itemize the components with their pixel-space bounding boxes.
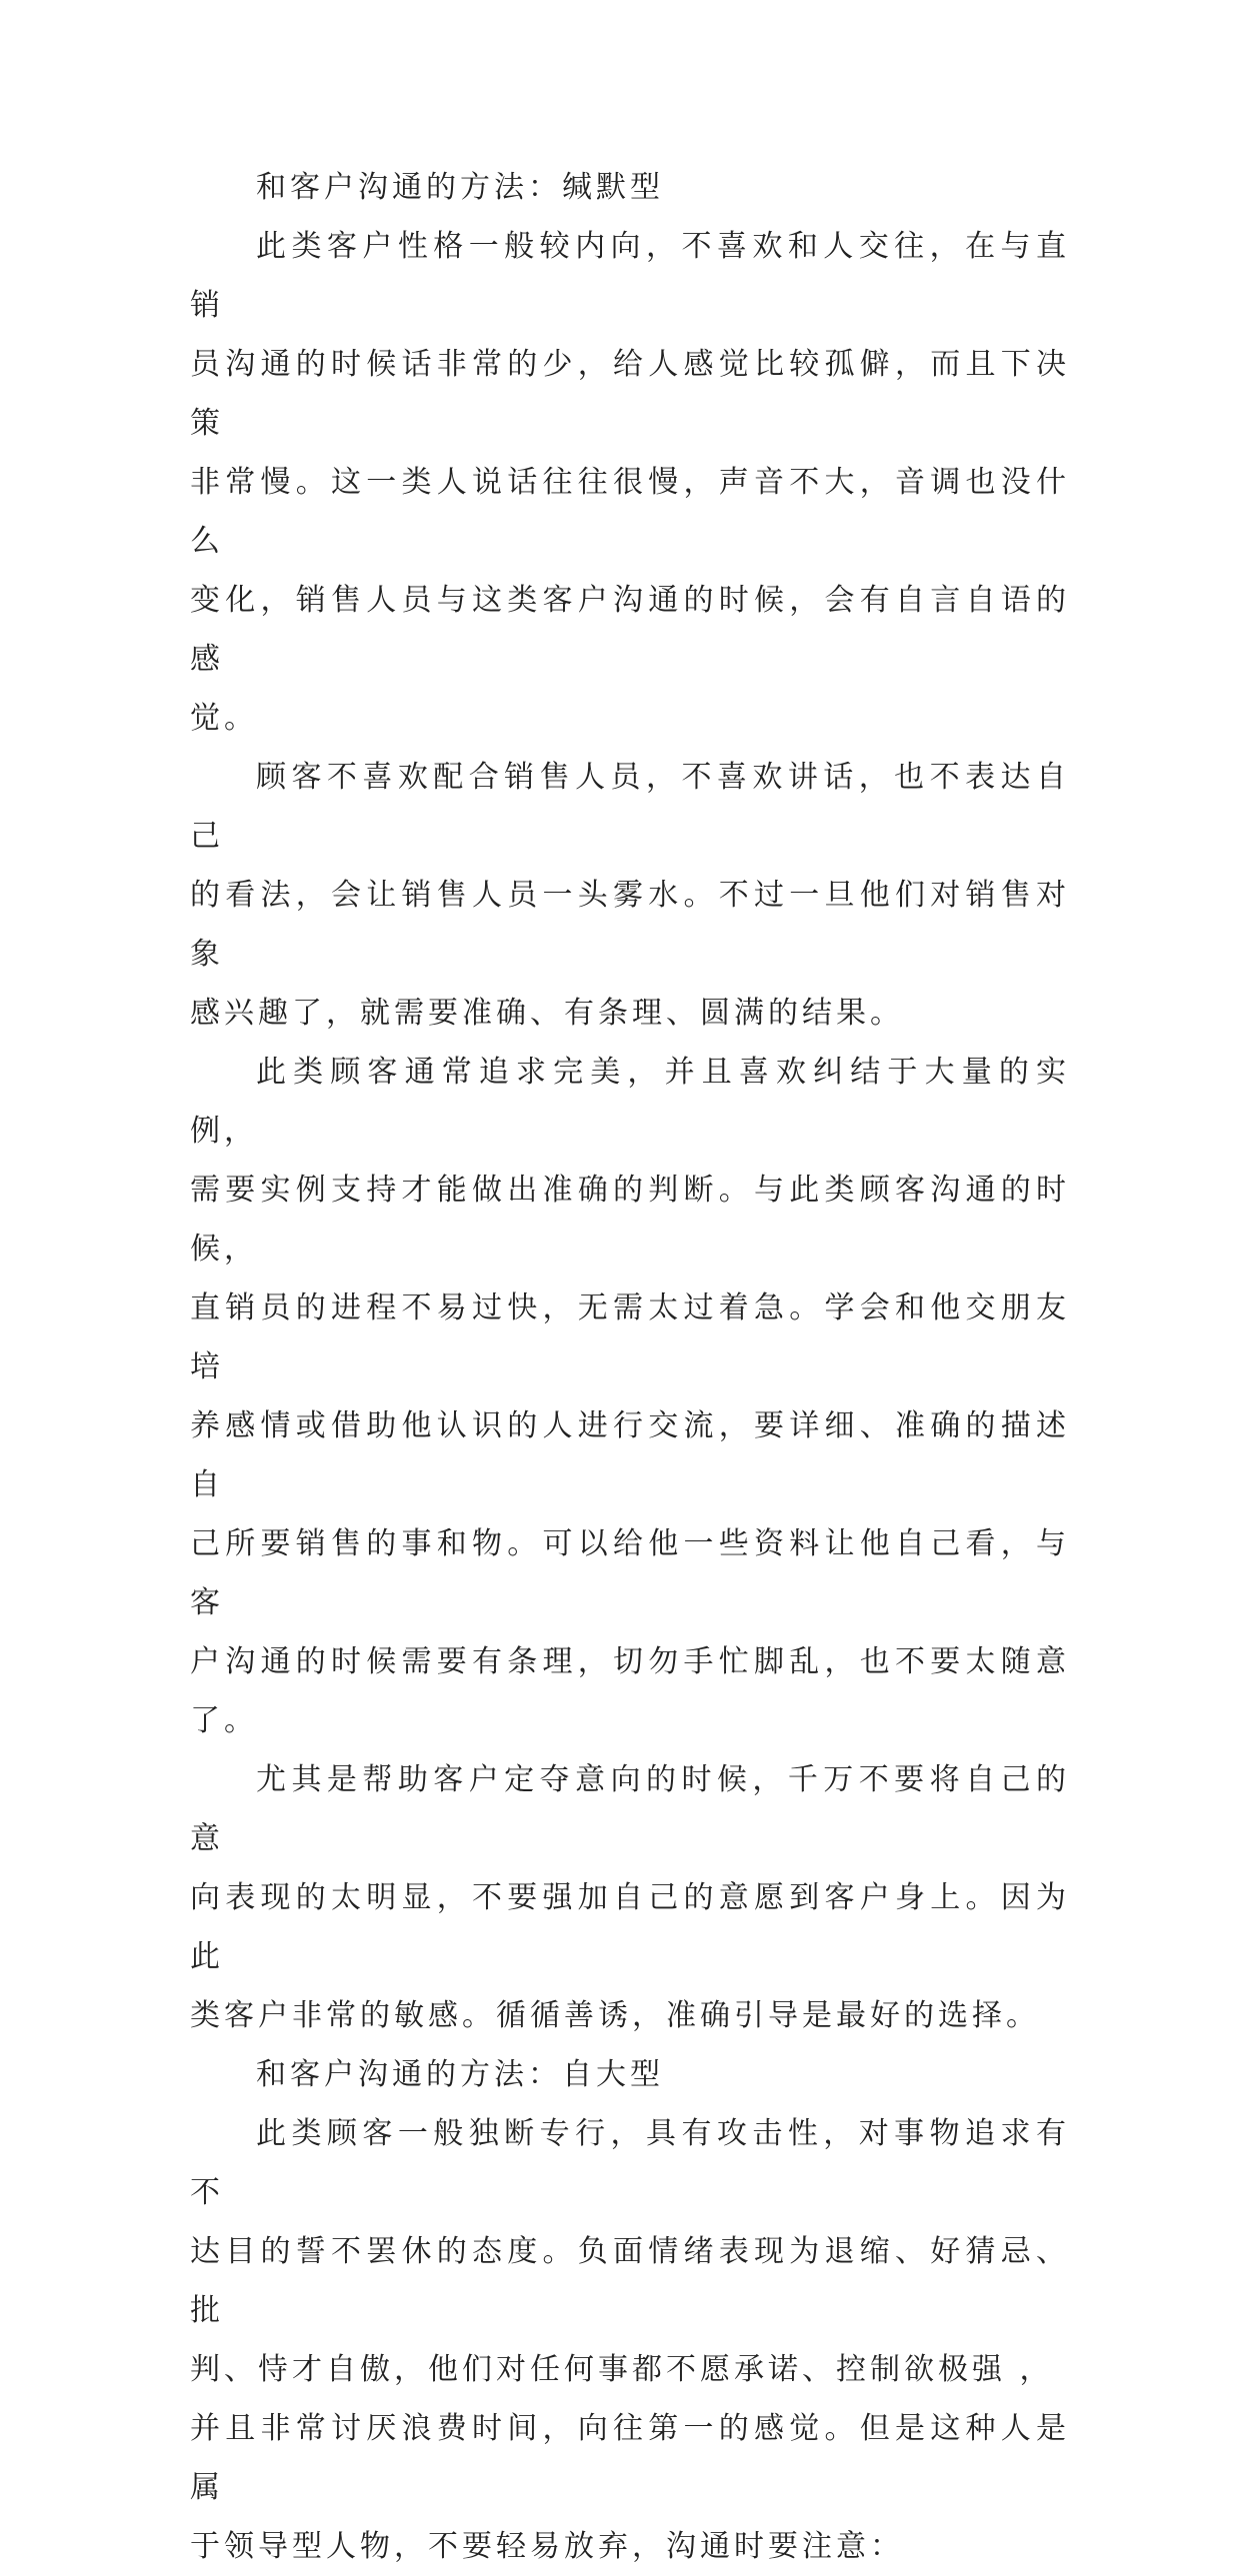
document-body: [190, 158, 1070, 2576]
paragraph-silent-approach: 此类顾客通常追求完美，并且喜欢纠结于大量的实例， 需要实例支持才能做出准确的判断。与此类顾客沟通的时候， 直销员的进程不易过快，无需太过着急。学会和他交朋友培 养感情或借助他认识的人进行交流，要详细、准确的描述自 己所要销售的事和物。可以给他一些资料让他自己看，与客 户沟通的时候需要有条理，切勿手忙脚乱，也不要太随意了。: [190, 1055, 1070, 1738]
paragraph-arrogant-traits: 此类顾客一般独断专行，具有攻击性，对事物追求有不 达目的誓不罢休的态度。负面情绪表现为退缩、好猜忌、批 判、恃才自傲，他们对任何事都不愿承诺、控制欲极强 ， 并且非常讨厌浪费时间，向往第一的感觉。但是这种人是属 于领导型人物，不要轻易放弃，沟通时要注意：: [190, 2116, 1070, 2564]
paragraph-silent-guidance: 尤其是帮助客户定夺意向的时候，千万不要将自己的意 向表现的太明显，不要强加自己的意愿到客户身上。因为此 类客户非常的敏感。循循善诱，准确引导是最好的选择。: [190, 1762, 1070, 2033]
heading-silent-type: 和客户沟通的方法：缄默型: [256, 170, 664, 205]
paragraph-silent-behavior: 顾客不喜欢配合销售人员，不喜欢讲话，也不表达自己 的看法，会让销售人员一头雾水。不过一旦他们对销售对象 感兴趣了，就需要准确、有条理、圆满的结果。: [190, 760, 1070, 1031]
paragraph-silent-traits: 此类客户性格一般较内向，不喜欢和人交往，在与直销 员沟通的时候话非常的少，给人感觉比较孤僻，而且下决策 非常慢。这一类人说话往往很慢，声音不大，音调也没什么 变化，销售人员与这类客户沟通的时候，会有自言自语的感 觉。: [190, 229, 1070, 736]
heading-arrogant-type: 和客户沟通的方法：自大型: [256, 2057, 664, 2092]
